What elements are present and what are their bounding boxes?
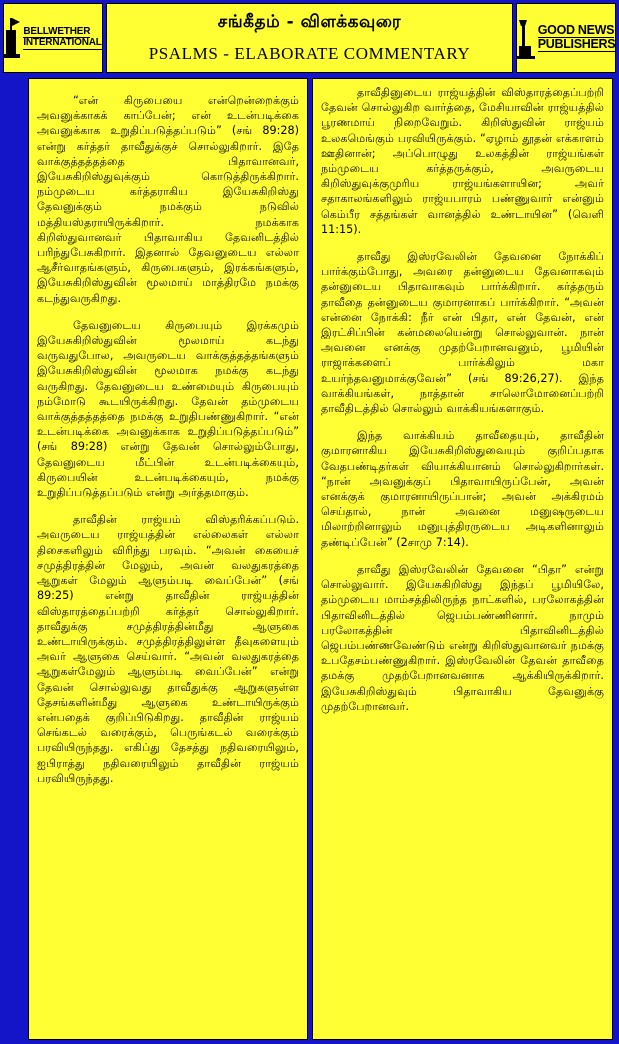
- left-margin-stripe: [3, 78, 25, 1040]
- page-title-tamil: சங்கீதம் - விளக்கவுரை: [217, 12, 402, 32]
- paragraph: தாவீதினுடைய ராஜ்யத்தின் விஸ்தாரத்தைப்பற்றி தேவன் சொல்லுகிற வார்த்தை, மேசியாவின் ராஜ்யத்தில் பூரணமாய் நிறைவேறும். கிறிஸ்துவின் ராஜ்யம் உலகமெங்கும் பரவியிருக்கும். “ஏழாம் தூதன் எக்காளம் ஊதினான்; அப்பொழுது உலகத்தின் ராஜ்யங்கள் நம்முடைய கர்த்தருக்கும், அவருடைய கிறிஸ்துவுக்குமுரிய ராஜ்யங்களாயின; அவர் சதாகாலங்களிலும் ராஜ்யபாரம் பண்ணுவார் என்னும் கெம்பீர சத்தங்கள் வானத்தில் உண்டாயின” (வெளி 11:15).: [321, 86, 604, 236]
- good-news-logo: [516, 3, 616, 73]
- bellwether-logo-text: [23, 27, 101, 50]
- paragraph: தாவீது இஸ்ரவேலின் தேவனை நோக்கிப் பார்க்கும்போது, அவரை தன்னுடைய தேவனாகவும் தன்னுடைய பிதாவாகவும் பார்க்கிறார். கர்த்தரும் தாவீதை தன்னுடைய குமாரனாகப் பார்க்கிறார். “அவன் என்னை நோக்கி: நீர் என் பிதா, என் தேவன், என் இரட்சிப்பின் கன்மலையென்று சொல்லுவான். நான் அவனை எனக்கு முதற்பேறானவனும், பூமியின் ராஜாக்களைப் பார்க்கிலும் மகா உயர்ந்தவனுமாக்குவேன்” (சங் 89:26,27). இந்த வாக்கியங்கள், நாத்தான் சாலொமோனைப்பற்றி தாவீதிடத்தில் சொல்லும் வாக்கியங்களாகும்.: [321, 250, 604, 416]
- left-column: [28, 78, 308, 1040]
- logo-line1: GOOD NEWS: [537, 22, 615, 37]
- trumpet-icon: [517, 16, 535, 60]
- good-news-logo-text: [538, 24, 616, 52]
- bellwether-logo: [3, 3, 103, 73]
- paragraph: “என் கிருபையை என்றென்றைக்கும் அவனுக்காகக் காப்பேன்; என் உடன்படிக்கை அவனுக்காக உறுதிப்படுத்தப்படும்” (சங் 89:28) என்று கர்த்தர் தாவீதுக்குச் சொல்லுகிறார். இதே வாக்குத்தத்தத்தை பிதாவானவர், இயேசுகிறிஸ்துவுக்கும் கொடுத்திருக்கிறார். நம்முடைய கர்த்தராகிய இயேசுகிறிஸ்து தேவனுக்கும் நமக்கும் நடுவில் மத்தியஸ்தராயிருக்கிறார். நமக்காக கிறிஸ்துவானவர் பிதாவாகிய தேவனிடத்தில் பரிந்துபேசுகிறார். இதனால் தேவனுடைய எல்லா ஆசீர்வாதங்களும், கிருபைகளும், இரக்கங்களும், இயேசுகிறிஸ்துவின் மூலமாய் மாத்திரமே நமக்கு கடந்துவருகிறது.: [37, 94, 299, 305]
- sheep-flag-icon: [4, 16, 20, 60]
- paragraph: தாவீது இஸ்ரவேலின் தேவனை “பிதா” என்று சொல்லுவார். இயேசுகிறிஸ்து இந்தப் பூமியிலே, தம்முடைய மாம்சத்திலிருந்த நாட்களில், பரலோகத்தின் பிதாவினிடத்தில் ஜெபம்பண்ணினார். நாமும் பரலோகத்தின் பிதாவினிடத்தில் ஜெபம்பண்ணவேண்டும் என்று கிறிஸ்துவானவர் நமக்கு உபதேசம்பண்ணுகிறார். இஸ்ரவேலின் தேவன் தாவீதை தமக்கு முதற்பேறானவனாக ஆக்கியிருக்கிறார். இயேசுகிறிஸ்துவும் பிதாவாகிய தேவனுக்கு முதற்பேறானவர்.: [321, 562, 604, 713]
- right-column: [312, 78, 613, 1040]
- logo-line1: BELLWETHER: [23, 25, 91, 37]
- paragraph: தாவீதின் ராஜ்யம் விஸ்தரிக்கப்படும். அவருடைய ராஜ்யத்தின் எல்லைகள் எல்லா திசைகளிலும் விரிந்து பரவும். “அவன் கையைச் சமுத்திரத்தின் மேலும், அவன் வலதுகரத்தை ஆறுகள் மேலும் ஆளும்படி வைப்பேன்” (சங் 89:25) என்று தாவீதின் ராஜ்யத்தின் விஸ்தாரத்தைப்பற்றி கர்த்தர் சொல்லுகிறார். தாவீதுக்கு சமுத்திரத்தின்மீது ஆளுகை உண்டாயிருக்கும். சமுத்திரத்திலுள்ள தீவுகளையும் அவர் ஆளுகை செய்வார். “அவன் வலதுகரத்தை ஆறுகள்மேலும் ஆளும்படி வைப்பேன்” என்று தேவன் சொல்லுவது தாவீதுக்கு ஆறுகளுள்ள தேசங்களின்மீது ஆளுகை உண்டாயிருக்கும் என்பதைக் குறிப்பிடுகிறது. தாவீதின் ராஜ்யம் செங்கடல் வரைக்கும், பெருங்கடல் வரைக்கும் பரவியிருந்தது. எகிப்து தேசத்து நதிவரையிலும், ஐபிராத்து நதிவரையிலும் தாவீதின் ராஜ்யம் பரவியிருந்தது.: [37, 513, 299, 785]
- title-box: [106, 3, 513, 73]
- logo-line2: INTERNATIONAL: [23, 37, 102, 48]
- page-header: [3, 3, 616, 75]
- paragraph: இந்த வாக்கியம் தாவீதையும், தாவீதின் குமாரனாகிய இயேசுகிறிஸ்துவையும் குறிப்பதாக வேதபண்டிதர்கள் வியாக்கியானம் சொல்லுகிறார்கள். “நான் அவனுக்குப் பிதாவாயிருப்பேன், அவன் எனக்குக் குமாரனாயிருப்பான்; அவன் அக்கிரமம் செய்தால், நான் அவனை மனுஷருடைய மிலாற்றினாலும் மனுபுத்திரருடைய அடிகளினாலும் தண்டிப்பேன்” (2சாமு 7:14).: [321, 429, 604, 549]
- logo-line2: PUBLISHERS: [537, 37, 616, 51]
- page-title-english: PSALMS - ELABORATE COMMENTARY: [148, 44, 471, 63]
- paragraph: தேவனுடைய கிருபையும் இரக்கமும் இயேசுகிறிஸ்துவின் மூலமாய் கடந்து வருவதுபோல, அவருடைய வாக்குத்தத்தங்களும் இயேசுகிறிஸ்துவின் மூலமாக நமக்கு கடந்து வருகிறது. தேவனுடைய உண்மையும் கிருபையும் நம்மோடு கூடயிருக்கிறது. தேவன் தம்முடைய வாக்குத்தத்தத்தை நமக்கு உறுதிபண்ணுகிறார். “என் உடன்படிக்கை அவனுக்காக உறுதிப்படுத்தப்படும்” (சங் 89:28) என்று தேவன் சொல்லும்போது, தேவனுடைய மீட்பின் உடன்படிக்கையும், கிருபையின் உடன்படிக்கையும், நமக்கு உறுதிப்படுத்தப்படும் என்று அர்த்தமாகும்.: [37, 318, 299, 500]
